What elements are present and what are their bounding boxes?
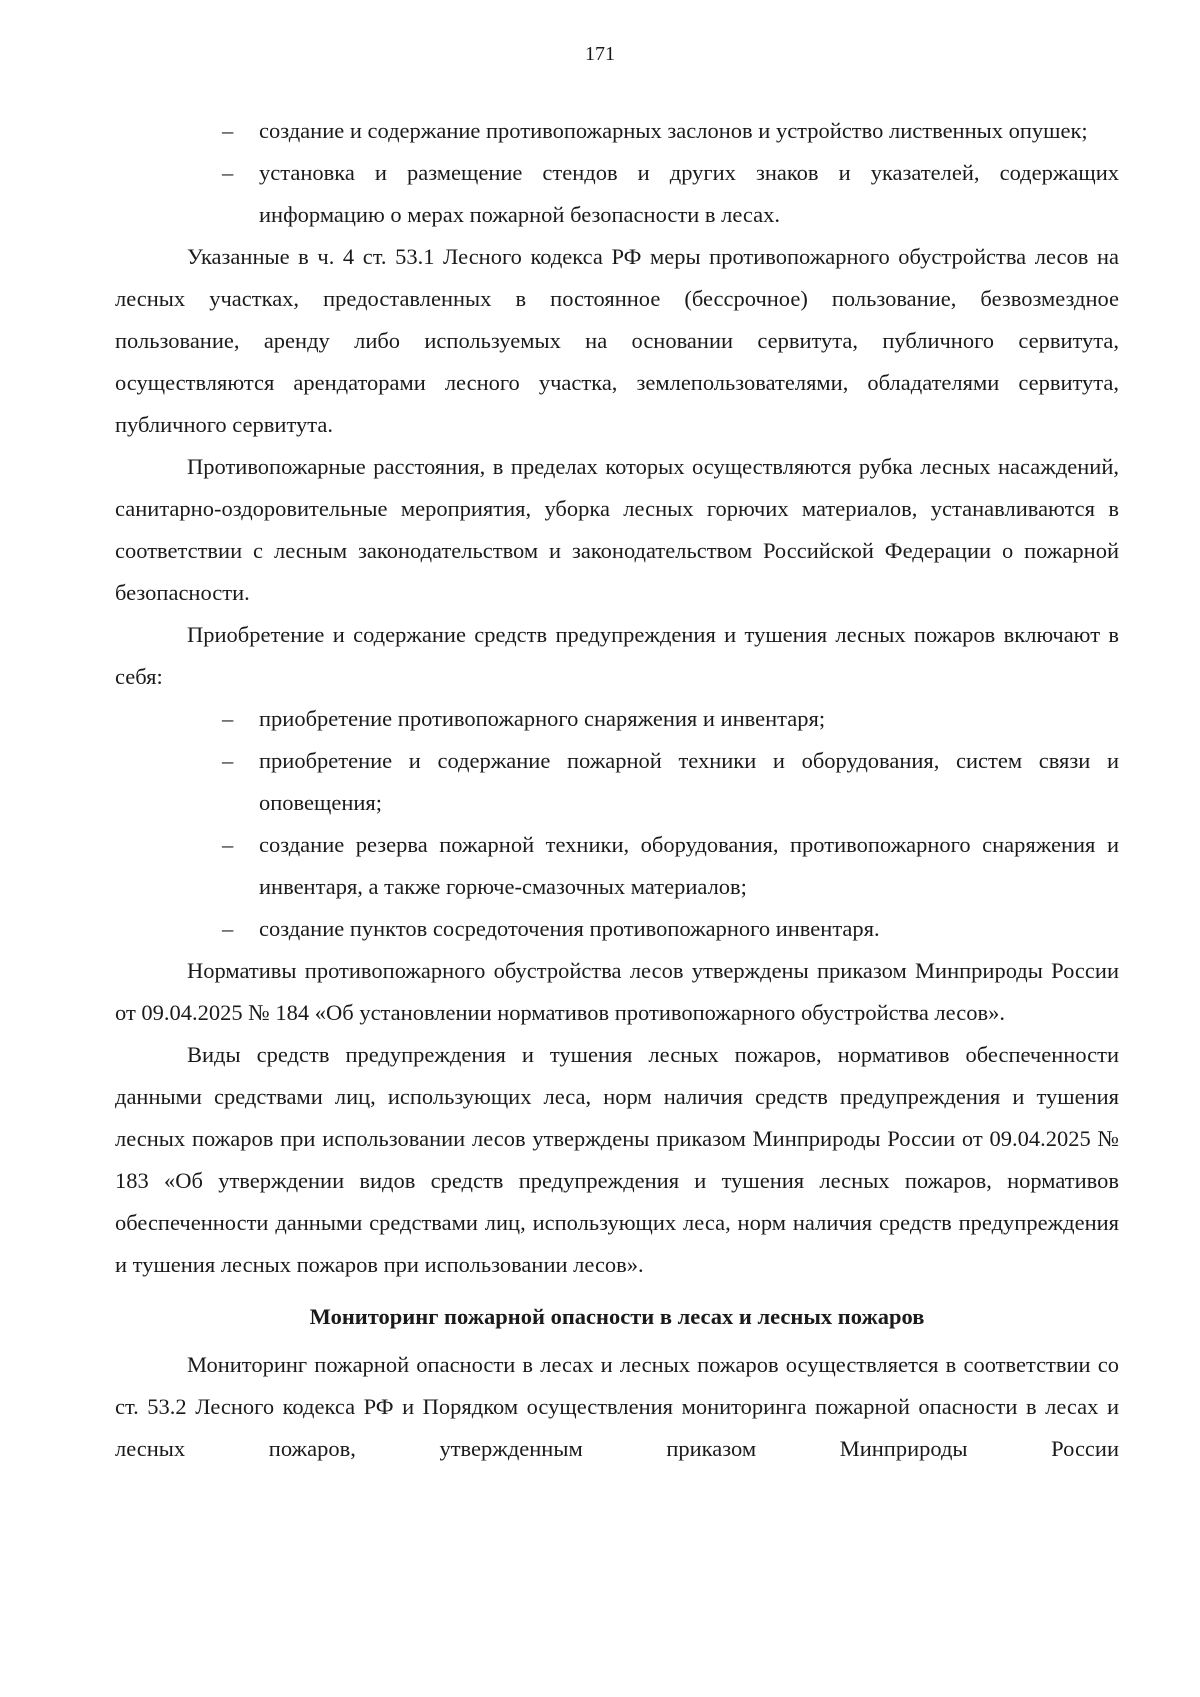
- paragraph: Указанные в ч. 4 ст. 53.1 Лесного кодекса РФ меры противопожарного обустройства лесов на лесных участках, предоставленных в постоянное (бессрочное) пользование, безвозмездное пользование, аренду либо используемых на основании сервитута, публичного сервитута, осуществляются арендаторами лесного участка, землепользователями, обладателями сервитута, публичного сервитута.: [115, 244, 1119, 437]
- paragraph: Противопожарные расстояния, в пределах которых осуществляются рубка лесных насаждений, санитарно-оздоровительные мероприятия, уборка лесных горючих материалов, устанавливаются в соответствии с лесным законодательством и законодательством Российской Федерации о пожарной безопасности.: [115, 454, 1119, 605]
- dash-bullet: –: [222, 832, 234, 857]
- dash-bullet: –: [222, 706, 234, 731]
- dash-bullet: –: [222, 118, 234, 143]
- page-number: 171: [585, 43, 615, 65]
- dash-bullet: –: [222, 748, 234, 773]
- list-item-text: создание резерва пожарной техники, оборудования, противопожарного снаряжения и инвентаря, а также горюче-смазочных материалов;: [259, 832, 1119, 899]
- list-item: [115, 908, 1119, 950]
- dash-bullet: –: [222, 160, 234, 185]
- list-item: [115, 824, 1119, 908]
- dash-bullet: –: [222, 916, 234, 941]
- list-item-text: установка и размещение стендов и других знаков и указателей, содержащих информацию о мерах пожарной безопасности в лесах.: [259, 160, 1119, 227]
- list-item: [115, 740, 1119, 824]
- paragraph: Нормативы противопожарного обустройства лесов утверждены приказом Минприроды России от 09.04.2025 № 184 «Об установлении нормативов противопожарного обустройства лесов».: [115, 958, 1119, 1025]
- list-item: [115, 152, 1119, 236]
- page-content: [115, 110, 1119, 1470]
- list-item: [115, 110, 1119, 152]
- paragraph: Мониторинг пожарной опасности в лесах и лесных пожаров осуществляется в соответствии со ст. 53.2 Лесного кодекса РФ и Порядком осуществления мониторинга пожарной опасности в лесах и лесных пожаров, утвержденным приказом Минприроды России: [115, 1352, 1119, 1461]
- paragraph: Виды средств предупреждения и тушения лесных пожаров, нормативов обеспеченности данными средствами лиц, использующих леса, норм наличия средств предупреждения и тушения лесных пожаров при использовании лесов утверждены приказом Минприроды России от 09.04.2025 № 183 «Об утверждении видов средств предупреждения и тушения лесных пожаров, нормативов обеспеченности данными средствами лиц, использующих леса, норм наличия средств предупреждения и тушения лесных пожаров при использовании лесов».: [115, 1042, 1119, 1277]
- list-item-text: создание пунктов сосредоточения противопожарного инвентаря.: [259, 916, 880, 941]
- list-item-text: приобретение противопожарного снаряжения и инвентаря;: [259, 706, 826, 731]
- list-item-text: приобретение и содержание пожарной техники и оборудования, систем связи и оповещения;: [259, 748, 1119, 815]
- section-heading: Мониторинг пожарной опасности в лесах и лесных пожаров: [309, 1304, 925, 1329]
- paragraph: Приобретение и содержание средств предупреждения и тушения лесных пожаров включают в себя:: [115, 622, 1119, 689]
- list-item: [115, 698, 1119, 740]
- list-item-text: создание и содержание противопожарных заслонов и устройство лиственных опушек;: [259, 118, 1088, 143]
